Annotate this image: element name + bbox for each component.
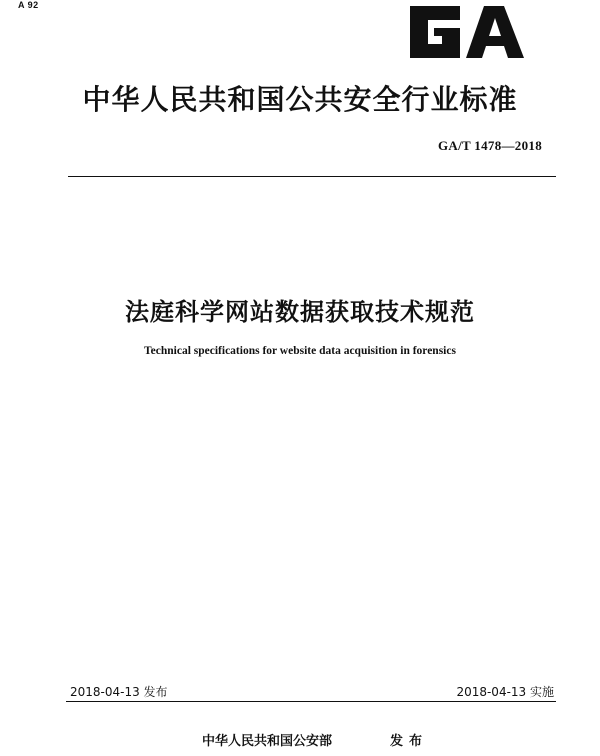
ga-logo-letter-g xyxy=(410,6,460,58)
issuer-title: 中华人民共和国公共安全行业标准 xyxy=(82,83,518,116)
classification-code: A 92 xyxy=(18,0,39,10)
publish-label: 发布 xyxy=(390,734,429,749)
implementation-date: 2018-04-13 实施 xyxy=(456,685,554,699)
header-divider xyxy=(68,176,556,177)
document-title-zh: 法庭科学网站数据获取技术规范 xyxy=(125,298,475,326)
publisher-name: 中华人民共和国公安部 xyxy=(202,734,333,749)
issue-date: 2018-04-13 发布 xyxy=(70,685,168,699)
document-title-en: Technical specifications for website data acquisition in forensics xyxy=(144,345,456,357)
footer-divider xyxy=(66,701,556,702)
ga-logo-letter-a xyxy=(466,6,524,58)
standard-number: GA/T 1478—2018 xyxy=(438,138,542,153)
ga-logo xyxy=(404,2,528,60)
